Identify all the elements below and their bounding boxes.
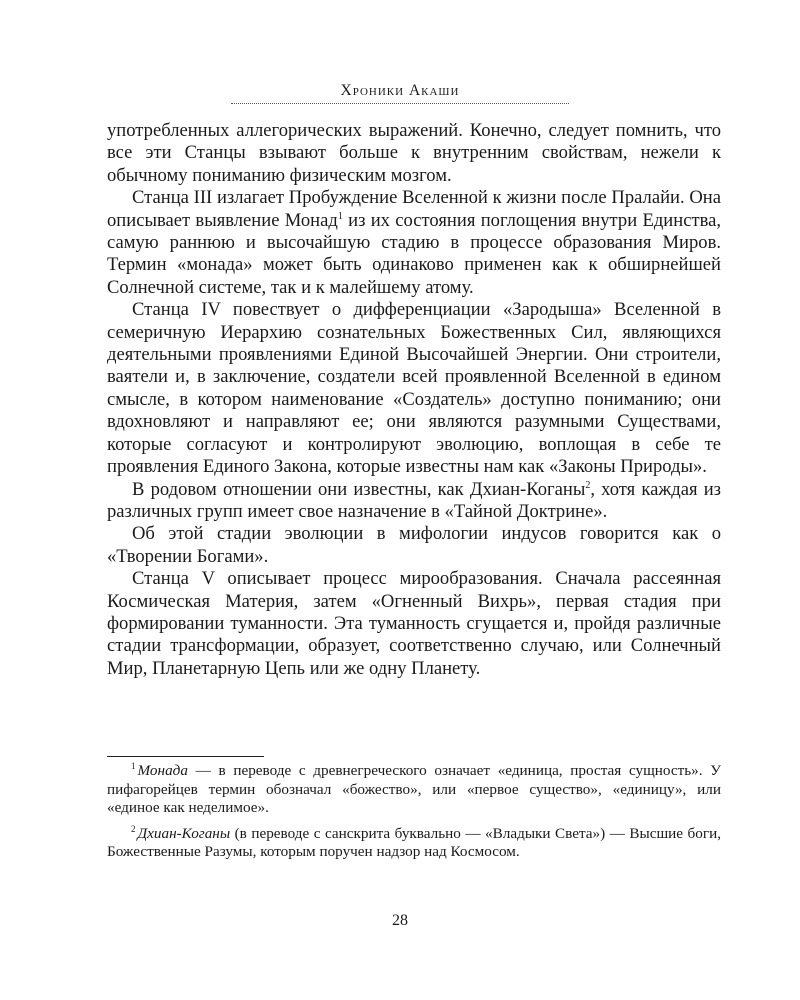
footnote-ref-2: 2 [585,479,591,491]
footnote-2-mark: 2 [131,823,136,834]
paragraph-4 [107,479,721,524]
paragraph-1: употребленных аллегорических выражений. Конечно, следует помнить, что все эти Станцы взывают больше к внутренним свойствам, нежели к обычному пониманию физическим мозгом. [107,120,721,186]
footnote-2 [107,825,721,862]
paragraph-2-part-a: Станца III излагает Пробуждение Вселенной к жизни после Пралайи. Она описывает выявление Монад [107,187,721,231]
paragraph-2 [107,187,721,299]
header-dotted-rule [231,103,569,104]
header-title: Хроники Акаши [340,82,460,99]
footnote-1-mark: 1 [131,761,136,771]
footnote-2-text: (в переводе с санскрита буквально — «Владыки Света») — Высшие боги, Божественные Разумы, которым поручен надзор над Космосом. [107,824,721,861]
footnote-1 [107,762,721,818]
footnote-2-term: Дхиан-Коганы [137,824,231,842]
paragraph-5: Об этой стадии эволюции в мифологии индусов говорится как о «Творении Богами». [107,523,721,567]
footnote-separator [107,756,264,757]
paragraph-6: Станца V описывает процесс мирообразования. Сначала рассеянная Космическая Материя, затем «Огненный Вихрь», первая стадия при формировании туманности. Эта туманность сгущается и, пройдя различные стадии трансформации, образует, соответственно случаю, или Солнечный Мир, Планетарную Цепь или же одну Планету. [107,568,721,679]
footnote-1-text: — в переводе с древнегреческого означает «единица, простая сущность». У пифагорейцев термин обозначал «божество», или «первое существо», «единицу», или «единое как неделимое». [107,762,721,817]
footnotes [107,762,721,869]
paragraph-4-part-b: , хотя каждая из различных групп имеет свое назначение в «Тайной Доктрине». [107,478,721,522]
page-number: 28 [392,912,408,929]
running-header [0,82,800,104]
footnote-ref-1: 1 [337,210,343,222]
paragraph-2-part-b: из их состояния поглощения внутри Единства, самую раннюю и высочайшую стадию в процессе образования Миров. Термин «монада» может быть одинаково применен как к обширнейшей Солнечной системе, так и к малейшему атому. [107,209,722,298]
paragraph-4-part-a: В родовом отношении они известны, как Дхиан-Коганы [132,478,586,500]
paragraph-3: Станца IV повествует о дифференциации «Зародыша» Вселенной в семеричную Иерархию сознательных Божественных Сил, являющихся деятельными проявлениями Единой Высочайшей Энергии. Они строители, ваятели и, в заключение, создатели всей проявленной Вселенной в едином смысле, в котором наименование «Создатель» доступно пониманию; они вдохновляют и направляют ее; они являются разумными Существами, которые согласуют и контролируют эволюцию, воплощая в себе те проявления Единого Закона, которые известны нам как «Законы Природы». [107,299,721,478]
footnote-1-term: Монада [137,762,188,779]
main-text [107,120,721,680]
